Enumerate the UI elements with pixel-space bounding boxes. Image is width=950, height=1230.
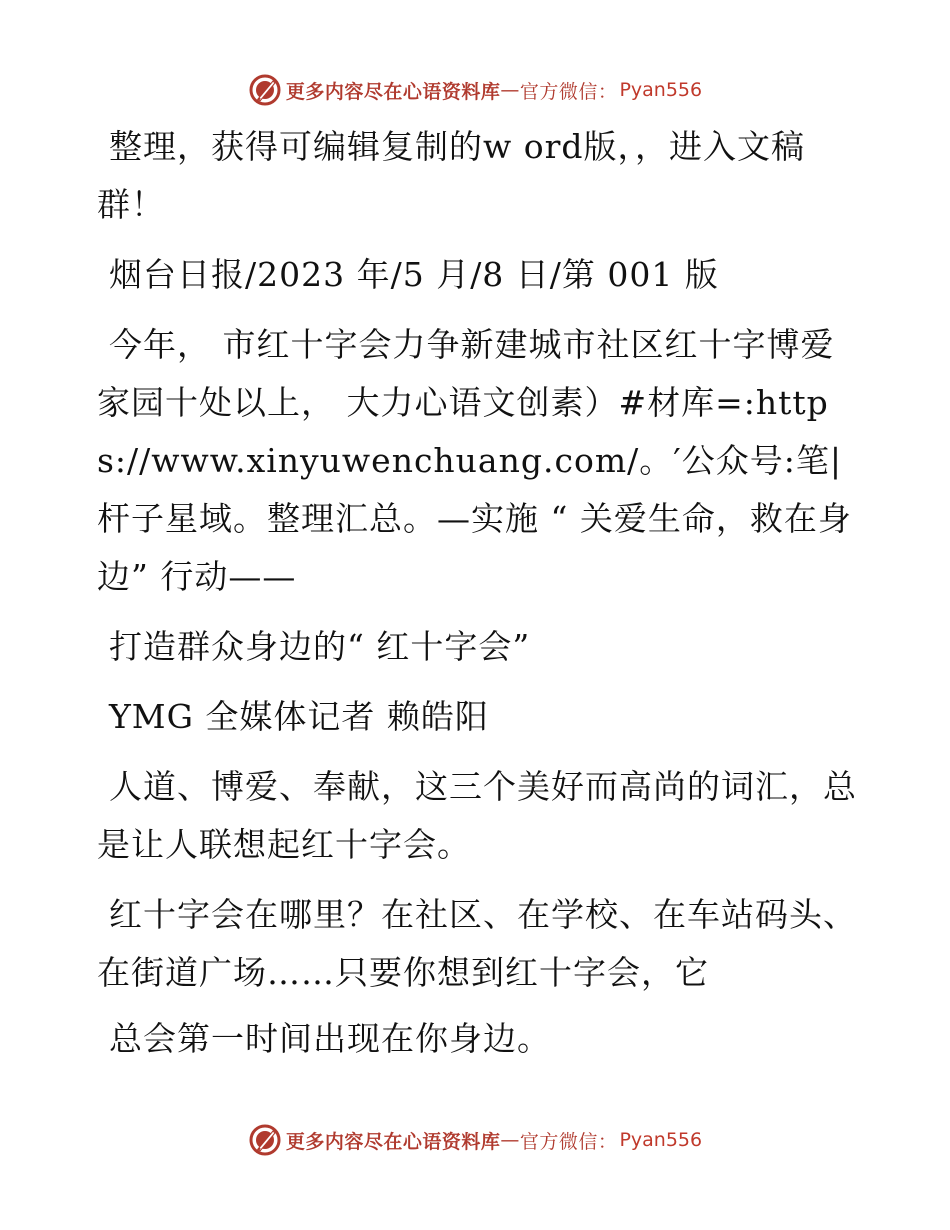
- body-paragraph: 人道、博爱、奉献，这三个美好而高尚的词汇，总是让人联想起红十字会。: [97, 767, 857, 864]
- watermark-wechat-id: Pyan556: [619, 79, 703, 101]
- source-line: 烟台日报/2023 年/5 月/8 日/第 001 版: [109, 255, 719, 294]
- watermark-wechat-label: 官方微信：: [519, 1130, 618, 1153]
- lead-paragraph: 今年， 市红十字会力争新建城市社区红十字博爱家园十处以上， 大力心语文创素）#材库=:https://www.xinyuwenchuang.com/。′公众号:笔|杆子星域。整理汇总。—实施 “ 关爱生命，救在身边” 行动——: [97, 325, 852, 596]
- header-watermark-banner: [0, 70, 950, 110]
- watermark-dash: —: [500, 1129, 520, 1151]
- byline: YMG 全媒体记者 赖皓阳: [109, 697, 489, 736]
- intro-paragraph: 整理，获得可编辑复制的w ord版，，进入文稿群！: [97, 127, 806, 224]
- quill-logo-icon: [248, 1123, 282, 1157]
- quill-logo-icon: [248, 73, 282, 107]
- footer-watermark-banner: [0, 1120, 950, 1160]
- article-headline: 打造群众身边的“ 红十字会”: [109, 627, 531, 666]
- body-paragraph: 总会第一时间出现在你身边。: [109, 1019, 551, 1058]
- body-paragraph: 红十字会在哪里？在社区、在学校、在车站码头、在街道广场……只要你想到红十字会，它: [97, 895, 857, 992]
- watermark-wechat-id: Pyan556: [619, 1129, 703, 1151]
- document-body: [97, 118, 857, 1080]
- watermark-text: 更多内容尽在心语资料库: [285, 80, 501, 103]
- watermark-text: 更多内容尽在心语资料库: [285, 1130, 501, 1153]
- watermark-wechat-label: 官方微信：: [519, 80, 618, 103]
- watermark-dash: —: [500, 79, 520, 101]
